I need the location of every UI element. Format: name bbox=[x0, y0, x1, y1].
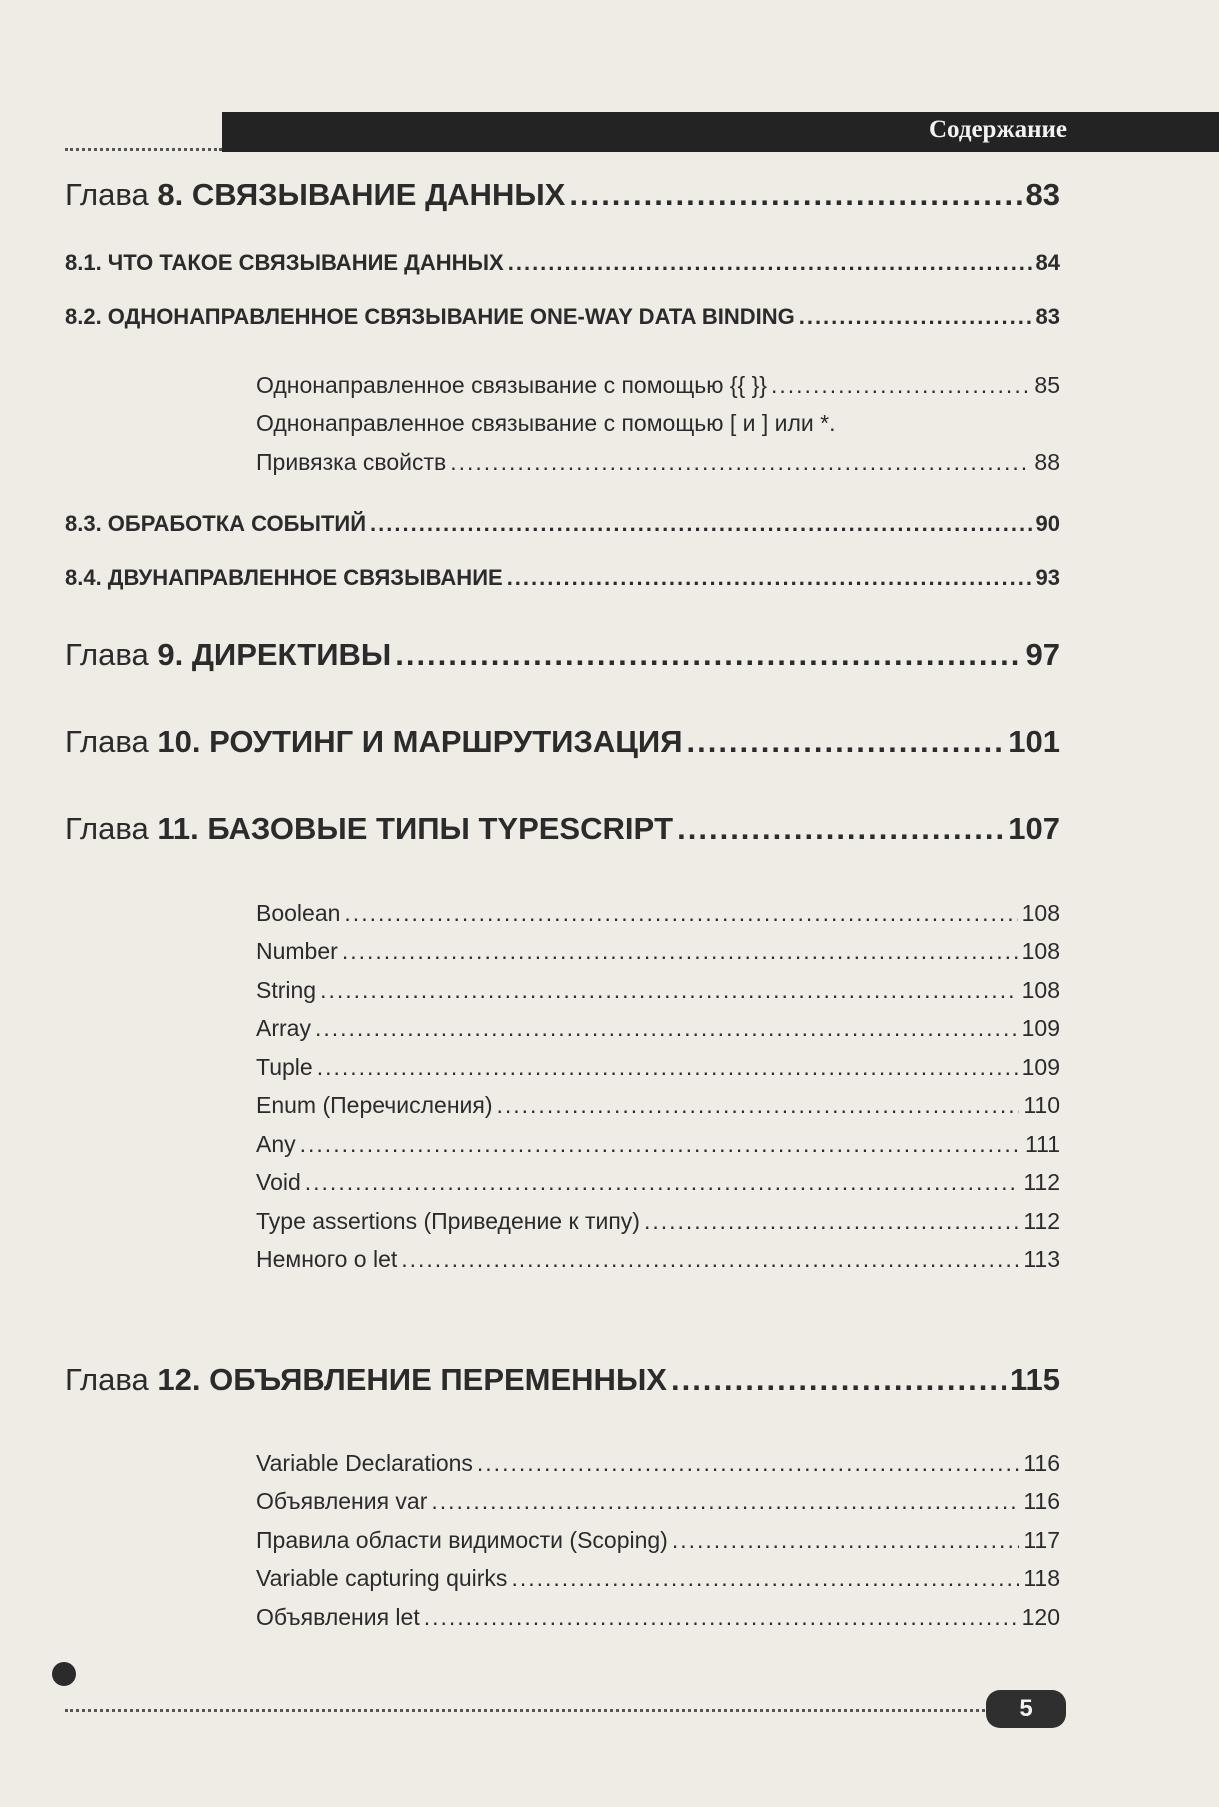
toc-item[interactable] bbox=[256, 1054, 1060, 1081]
section-title: 8.1. ЧТО ТАКОЕ СВЯЗЫВАНИЕ ДАННЫХ bbox=[65, 250, 504, 275]
toc-item[interactable] bbox=[256, 1015, 1060, 1042]
item-title: Правила области видимости (Scoping) bbox=[256, 1527, 668, 1553]
item-title: Variable Declarations bbox=[256, 1450, 473, 1476]
dot-leader bbox=[496, 1092, 1019, 1119]
toc-item[interactable] bbox=[256, 1527, 1060, 1554]
page-number: 116 bbox=[1023, 1450, 1060, 1476]
chapter-prefix: Глава bbox=[65, 1362, 149, 1397]
page-number: 112 bbox=[1023, 1208, 1060, 1234]
dot-leader bbox=[508, 250, 1032, 276]
page-number: 83 bbox=[1025, 177, 1060, 212]
dot-leader bbox=[305, 1169, 1020, 1196]
page-number: 93 bbox=[1035, 565, 1060, 590]
section-title: 8.2. ОДНОНАПРАВЛЕННОЕ СВЯЗЫВАНИЕ ONE-WAY DATA BINDING bbox=[65, 304, 795, 329]
dot-leader bbox=[507, 565, 1032, 591]
dot-leader bbox=[395, 637, 1021, 673]
page-number: 107 bbox=[1008, 811, 1060, 846]
toc-item[interactable] bbox=[256, 449, 1060, 476]
toc-item[interactable] bbox=[256, 1604, 1060, 1631]
toc-item[interactable] bbox=[256, 1131, 1060, 1158]
dot-leader bbox=[677, 811, 1004, 847]
toc-section-8-4[interactable] bbox=[65, 565, 1060, 591]
chapter-prefix: Глава bbox=[65, 724, 149, 759]
toc-item[interactable] bbox=[256, 977, 1060, 1004]
toc-item[interactable] bbox=[256, 1208, 1060, 1235]
toc-item[interactable] bbox=[256, 1092, 1060, 1119]
item-title: Привязка свойств bbox=[256, 449, 447, 475]
page-number: 108 bbox=[1021, 977, 1060, 1003]
dot-leader bbox=[569, 177, 1021, 213]
page-number: 108 bbox=[1021, 900, 1060, 926]
bottom-dotted-rule bbox=[65, 1709, 990, 1712]
section-title: 8.3. ОБРАБОТКА СОБЫТИЙ bbox=[65, 511, 367, 536]
top-dotted-rule bbox=[65, 148, 222, 151]
dot-leader bbox=[401, 1246, 1019, 1273]
item-title: Any bbox=[256, 1131, 296, 1157]
page-number: 113 bbox=[1023, 1246, 1060, 1272]
item-title: String bbox=[256, 977, 317, 1003]
dot-leader bbox=[686, 724, 1004, 760]
page-number: 118 bbox=[1023, 1565, 1060, 1591]
page-number: 109 bbox=[1021, 1054, 1060, 1080]
page-number: 97 bbox=[1025, 637, 1060, 672]
toc-item[interactable] bbox=[256, 1169, 1060, 1196]
toc-item[interactable] bbox=[256, 372, 1060, 399]
chapter-prefix: Глава bbox=[65, 637, 149, 672]
toc-section-8-2[interactable] bbox=[65, 304, 1060, 330]
page-number: 85 bbox=[1034, 372, 1060, 398]
dot-leader bbox=[315, 1015, 1018, 1042]
page-number: 116 bbox=[1023, 1488, 1060, 1514]
dot-leader bbox=[370, 511, 1031, 537]
section-title: 8.4. ДВУНАПРАВЛЕННОЕ СВЯЗЫВАНИЕ bbox=[65, 565, 503, 590]
item-title: Number bbox=[256, 938, 338, 964]
toc-chapter-8[interactable] bbox=[65, 177, 1060, 213]
page-number: 83 bbox=[1035, 304, 1060, 329]
page-number: 88 bbox=[1034, 449, 1060, 475]
dot-leader bbox=[799, 304, 1032, 330]
dot-leader bbox=[424, 1604, 1018, 1631]
dot-leader bbox=[300, 1131, 1021, 1158]
dot-leader bbox=[317, 1054, 1018, 1081]
page-number: 90 bbox=[1035, 511, 1060, 536]
item-title: Variable capturing quirks bbox=[256, 1565, 508, 1591]
chapter-prefix: Глава bbox=[65, 811, 149, 846]
item-title: Array bbox=[256, 1015, 311, 1041]
toc-section-8-3[interactable] bbox=[65, 511, 1060, 537]
item-title: Enum (Перечисления) bbox=[256, 1092, 493, 1118]
item-title: Boolean bbox=[256, 900, 341, 926]
page-number: 115 bbox=[1009, 1362, 1060, 1397]
dot-leader bbox=[344, 900, 1017, 927]
header-title: Содержание bbox=[928, 116, 1067, 143]
page-number: 112 bbox=[1023, 1169, 1060, 1195]
dot-leader bbox=[771, 372, 1030, 399]
toc-chapter-12[interactable] bbox=[65, 1362, 1060, 1398]
item-title: Type assertions (Приведение к типу) bbox=[256, 1208, 640, 1234]
toc-chapter-9[interactable] bbox=[65, 637, 1060, 673]
toc-item[interactable] bbox=[256, 938, 1060, 965]
toc-item[interactable] bbox=[256, 1450, 1060, 1477]
page-number-badge: 5 bbox=[986, 1690, 1066, 1728]
dot-leader bbox=[342, 938, 1018, 965]
dot-leader bbox=[511, 1565, 1019, 1592]
item-title: Объявления var bbox=[256, 1488, 428, 1514]
chapter-title: 9. ДИРЕКТИВЫ bbox=[157, 637, 392, 672]
page-number: 108 bbox=[1021, 938, 1060, 964]
chapter-title: 12. ОБЪЯВЛЕНИЕ ПЕРЕМЕННЫХ bbox=[157, 1362, 667, 1397]
chapter-title: 10. РОУТИНГ И МАРШРУТИЗАЦИЯ bbox=[157, 724, 683, 759]
toc-item[interactable] bbox=[256, 1565, 1060, 1592]
chapter-prefix: Глава bbox=[65, 177, 149, 212]
page-number: 117 bbox=[1023, 1527, 1060, 1553]
chapter-title: 11. БАЗОВЫЕ ТИПЫ TYPESCRIPT bbox=[157, 811, 674, 846]
dot-leader bbox=[644, 1208, 1019, 1235]
item-title: Tuple bbox=[256, 1054, 313, 1080]
toc-item[interactable] bbox=[256, 1246, 1060, 1273]
dot-leader bbox=[477, 1450, 1019, 1477]
item-title: Объявления let bbox=[256, 1604, 420, 1630]
toc-item[interactable] bbox=[256, 1488, 1060, 1515]
dot-leader bbox=[450, 449, 1030, 476]
dot-leader bbox=[320, 977, 1018, 1004]
item-title: Немного о let bbox=[256, 1246, 398, 1272]
item-title: Однонаправленное связывание с помощью [ и ] или *. bbox=[256, 410, 836, 436]
item-title: Однонаправленное связывание с помощью {{ }} bbox=[256, 372, 767, 398]
page-number: 120 bbox=[1021, 1604, 1060, 1630]
toc-chapter-11[interactable] bbox=[65, 811, 1060, 847]
page-number: 84 bbox=[1035, 250, 1060, 275]
toc-item[interactable] bbox=[256, 410, 1060, 437]
header-bar bbox=[222, 112, 1219, 152]
page-number: 109 bbox=[1021, 1015, 1060, 1041]
dot-leader bbox=[671, 1362, 1006, 1398]
dot-leader bbox=[431, 1488, 1019, 1515]
toc-item[interactable] bbox=[256, 900, 1060, 927]
toc-section-8-1[interactable] bbox=[65, 250, 1060, 276]
dot-leader bbox=[672, 1527, 1019, 1554]
chapter-title: 8. СВЯЗЫВАНИЕ ДАННЫХ bbox=[157, 177, 566, 212]
page-number: 111 bbox=[1025, 1131, 1060, 1157]
item-title: Void bbox=[256, 1169, 301, 1195]
toc-chapter-10[interactable] bbox=[65, 724, 1060, 760]
page-number: 101 bbox=[1008, 724, 1060, 759]
bullet-dot-icon bbox=[52, 1662, 76, 1686]
page-number: 110 bbox=[1023, 1092, 1060, 1118]
